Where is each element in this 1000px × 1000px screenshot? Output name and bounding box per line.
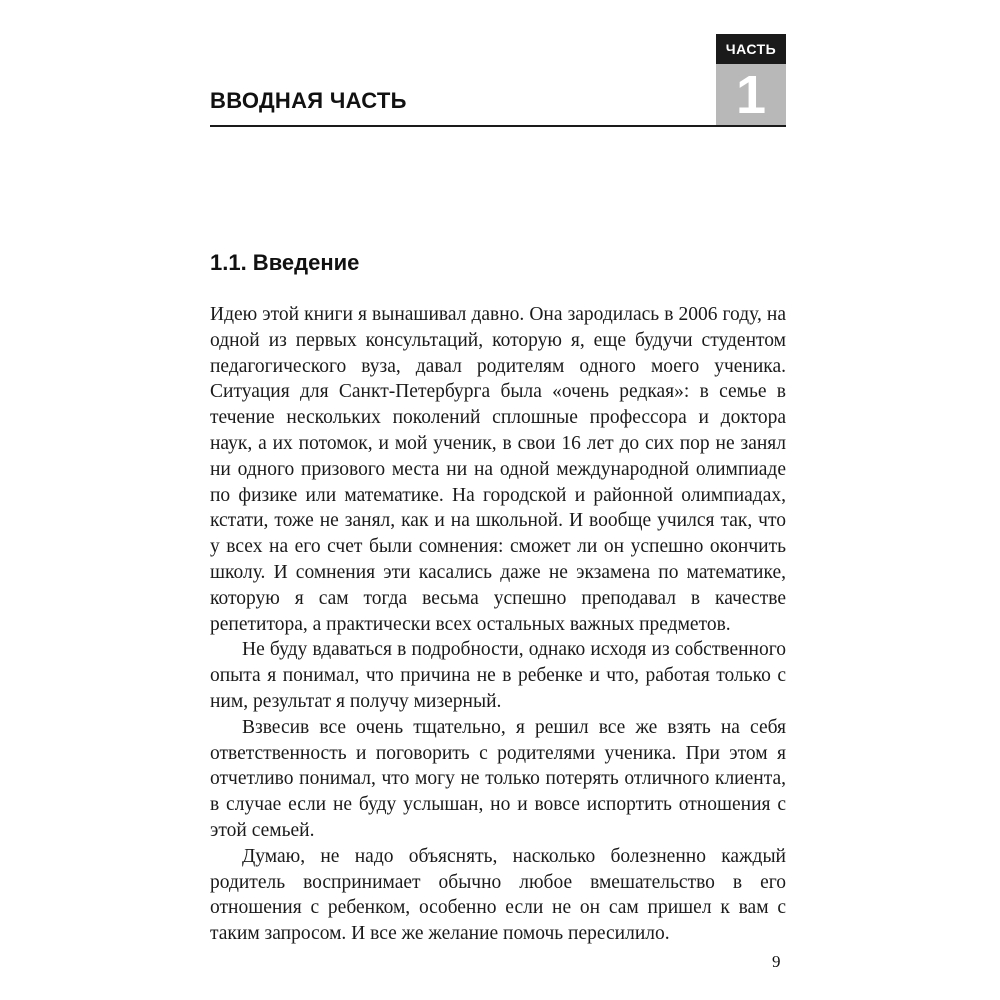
title-divider: [210, 125, 786, 127]
body-text: [210, 302, 786, 947]
paragraph-4: Думаю, не надо объяснять, насколько болезненно каждый родитель воспринимает обычно любое вмешательство в его отношения с ребенком, особенно если не он сам пришел к вам с таким запросом. И все же желание помочь пересилило.: [210, 845, 786, 945]
part-badge: [716, 34, 786, 126]
part-number: 1: [716, 64, 786, 126]
paragraph-3: Взвесив все очень тщательно, я решил все же взять на себя ответственность и поговорить с родителями ученика. При этом я отчетливо понимал, что могу не только потерять отличного клиента, в случае если не буду услышан, но и вовсе испортить отношения с этой семьей.: [210, 716, 786, 841]
part-label: ЧАСТЬ: [725, 41, 777, 57]
paragraph-1: Идею этой книги я вынашивал давно. Она зародилась в 2006 году, на одной из первых консультаций, которую я, еще будучи студентом педагогического вуза, давал родителям одного моего ученика. Ситуация для Санкт-Петербурга была «очень редкая»: в семье в течение нескольких поколений сплошные профессора и доктора наук, а их потомок, и мой ученик, в свои 16 лет до сих пор не занял ни одного призового места ни на одной международной олимпиаде по физике или математике. На городской и районной олимпиадах, кстати, тоже не занял, как и на школьной. И вообще учился так, что у всех на его счет были сомнения: сможет ли он успешно окончить школу. И сомнения эти касались даже не экзамена по математике, которую я сам тогда весьма успешно преподавал в качестве репетитора, а практически всех остальных важных предметов.: [210, 304, 786, 635]
page-number: 9: [772, 952, 781, 971]
section-heading: 1.1. Введение: [210, 250, 360, 275]
part-title: ВВОДНАЯ ЧАСТЬ: [210, 88, 407, 113]
paragraph-2: Не буду вдаваться в подробности, однако исходя из собственного опыта я понимал, что причина не в ребенке и что, работая только с ним, результат я получу мизерный.: [210, 639, 786, 712]
